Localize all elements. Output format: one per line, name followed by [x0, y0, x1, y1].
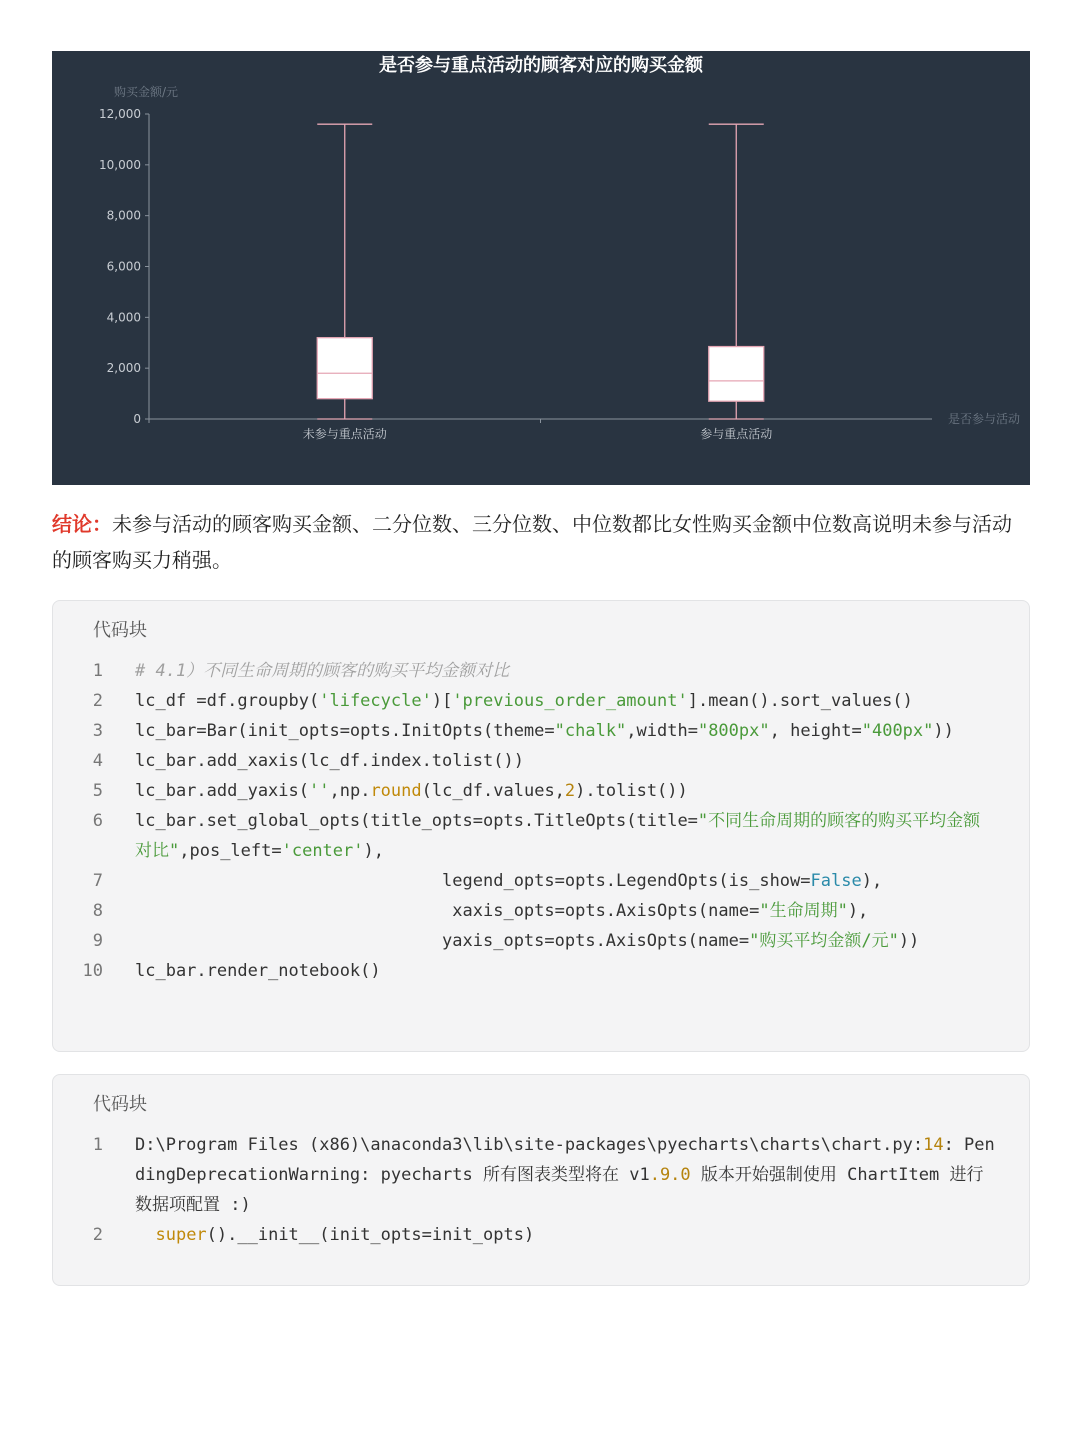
code-line — [53, 926, 995, 956]
line-number: 10 — [82, 961, 103, 981]
code-token: # 4.1）不同生命周期的顾客的购买平均金额对比 — [135, 661, 510, 681]
code-token: 'previous_order_amount' — [452, 691, 688, 711]
code-token — [135, 1225, 155, 1245]
code-line — [53, 866, 995, 896]
line-number: 2 — [92, 691, 103, 711]
code-token: lc_bar.add_xaxis(lc_df.index.tolist()) — [135, 751, 524, 771]
code-token: ), — [847, 901, 869, 921]
code-token: ,width= — [626, 721, 698, 741]
code-line — [53, 956, 995, 986]
code-token: False — [810, 871, 862, 891]
code-token: super — [155, 1225, 207, 1245]
line-number: 4 — [92, 751, 103, 771]
code-token: xaxis_opts=opts.AxisOpts(name= — [135, 901, 760, 921]
code-token: lc_bar.add_yaxis( — [135, 781, 309, 801]
box-iqr — [709, 347, 764, 402]
code-line — [53, 716, 995, 746]
y-tick-label: 2,000 — [106, 361, 141, 376]
y-axis-label: 购买金额/元 — [114, 85, 179, 99]
boxplot-chart — [52, 51, 1030, 485]
line-number: 1 — [92, 661, 103, 681]
line-number: 5 — [92, 781, 103, 801]
code-token: ), — [363, 841, 384, 861]
code-token: yaxis_opts=opts.AxisOpts(name= — [135, 931, 750, 951]
y-tick-label: 0 — [133, 412, 141, 426]
code-token: ).tolist()) — [575, 781, 688, 801]
code-token: "chalk" — [554, 721, 627, 741]
code-line — [53, 806, 995, 866]
code-token: : PendingDeprecationWarning: pyecharts 所有图表类型将在 v1 — [135, 1135, 995, 1185]
conclusion-paragraph — [52, 506, 1027, 578]
chart-canvas — [52, 51, 1030, 485]
y-tick-label: 6,000 — [106, 259, 141, 274]
code-content — [53, 1130, 995, 1250]
code-token: ), — [861, 871, 883, 891]
code-token: )) — [898, 931, 920, 951]
code-token: "购买平均金额/元" — [749, 931, 899, 951]
y-tick-label: 8,000 — [106, 208, 141, 223]
code-token: ().__init__(init_opts=init_opts) — [206, 1225, 535, 1245]
line-number: 2 — [92, 1225, 103, 1245]
code-token: .9.0 — [649, 1165, 691, 1185]
code-line — [53, 776, 995, 806]
code-token: ,np. — [329, 781, 371, 801]
code-block-1 — [52, 600, 1030, 1052]
code-token: "不同生命周期的顾客的购买平均金额对比" — [135, 811, 981, 861]
y-tick-label: 4,000 — [106, 310, 141, 325]
code-token: 14 — [923, 1135, 944, 1155]
y-tick-label: 10,000 — [99, 157, 141, 172]
code-token: )) — [933, 721, 954, 741]
conclusion-label: 结论： — [52, 512, 112, 536]
code-token: legend_opts=opts.LegendOpts(is_show= — [135, 871, 811, 891]
x-tick-label: 参与重点活动 — [700, 427, 773, 441]
line-number: 3 — [92, 721, 103, 741]
code-token: "400px" — [861, 721, 934, 741]
code-token: 'lifecycle' — [319, 691, 432, 711]
code-token: lc_bar=Bar(init_opts=opts.InitOpts(theme= — [135, 721, 555, 741]
code-token: D:\Program Files (x86)\anaconda3\lib\site-packages\pyecharts\charts\chart.py: — [135, 1135, 924, 1155]
code-token: 版本开始强制使用 ChartItem 进行数据项配置 :) — [135, 1165, 984, 1215]
code-line — [53, 1220, 995, 1250]
line-number: 7 — [92, 871, 103, 891]
chart-title: 是否参与重点活动的顾客对应的购买金额 — [379, 55, 703, 76]
x-tick-label: 未参与重点活动 — [302, 427, 387, 441]
code-token: (lc_df.values, — [421, 781, 565, 801]
code-token: , height= — [769, 721, 862, 741]
code-token: lc_bar.render_notebook() — [135, 961, 381, 981]
code-content — [53, 656, 995, 986]
conclusion-text: 未参与活动的顾客购买金额、二分位数、三分位数、中位数都比女性购买金额中位数高说明未参与活动的顾客购买力稍强。 — [52, 512, 1012, 572]
code-token: round — [370, 781, 422, 801]
code-token: )[ — [431, 691, 453, 711]
code-line — [53, 896, 995, 926]
code-line — [53, 656, 995, 686]
code-token: 2 — [564, 781, 576, 801]
code-token: "800px" — [697, 721, 770, 741]
code-token: "生命周期" — [759, 901, 848, 921]
code-token: 'center' — [281, 841, 364, 861]
code-line — [53, 686, 995, 716]
code-token: lc_df =df.groupby( — [135, 691, 320, 711]
y-tick-label: 12,000 — [99, 107, 141, 121]
code-line — [53, 746, 995, 776]
code-token: '' — [309, 781, 330, 801]
line-number: 8 — [92, 901, 103, 921]
code-block-title: 代码块 — [93, 1094, 147, 1115]
code-token: ].mean().sort_values() — [687, 691, 913, 711]
code-line — [53, 1130, 995, 1220]
x-axis-label: 是否参与活动 — [948, 412, 1021, 426]
line-number: 1 — [92, 1135, 103, 1155]
code-block-title: 代码块 — [93, 620, 147, 641]
line-number: 9 — [92, 931, 103, 951]
code-block-2 — [52, 1074, 1030, 1286]
code-token: lc_bar.set_global_opts(title_opts=opts.TitleOpts(title= — [135, 811, 698, 831]
box-iqr — [317, 338, 372, 399]
code-token: ,pos_left= — [179, 841, 282, 861]
line-number: 6 — [92, 811, 103, 831]
